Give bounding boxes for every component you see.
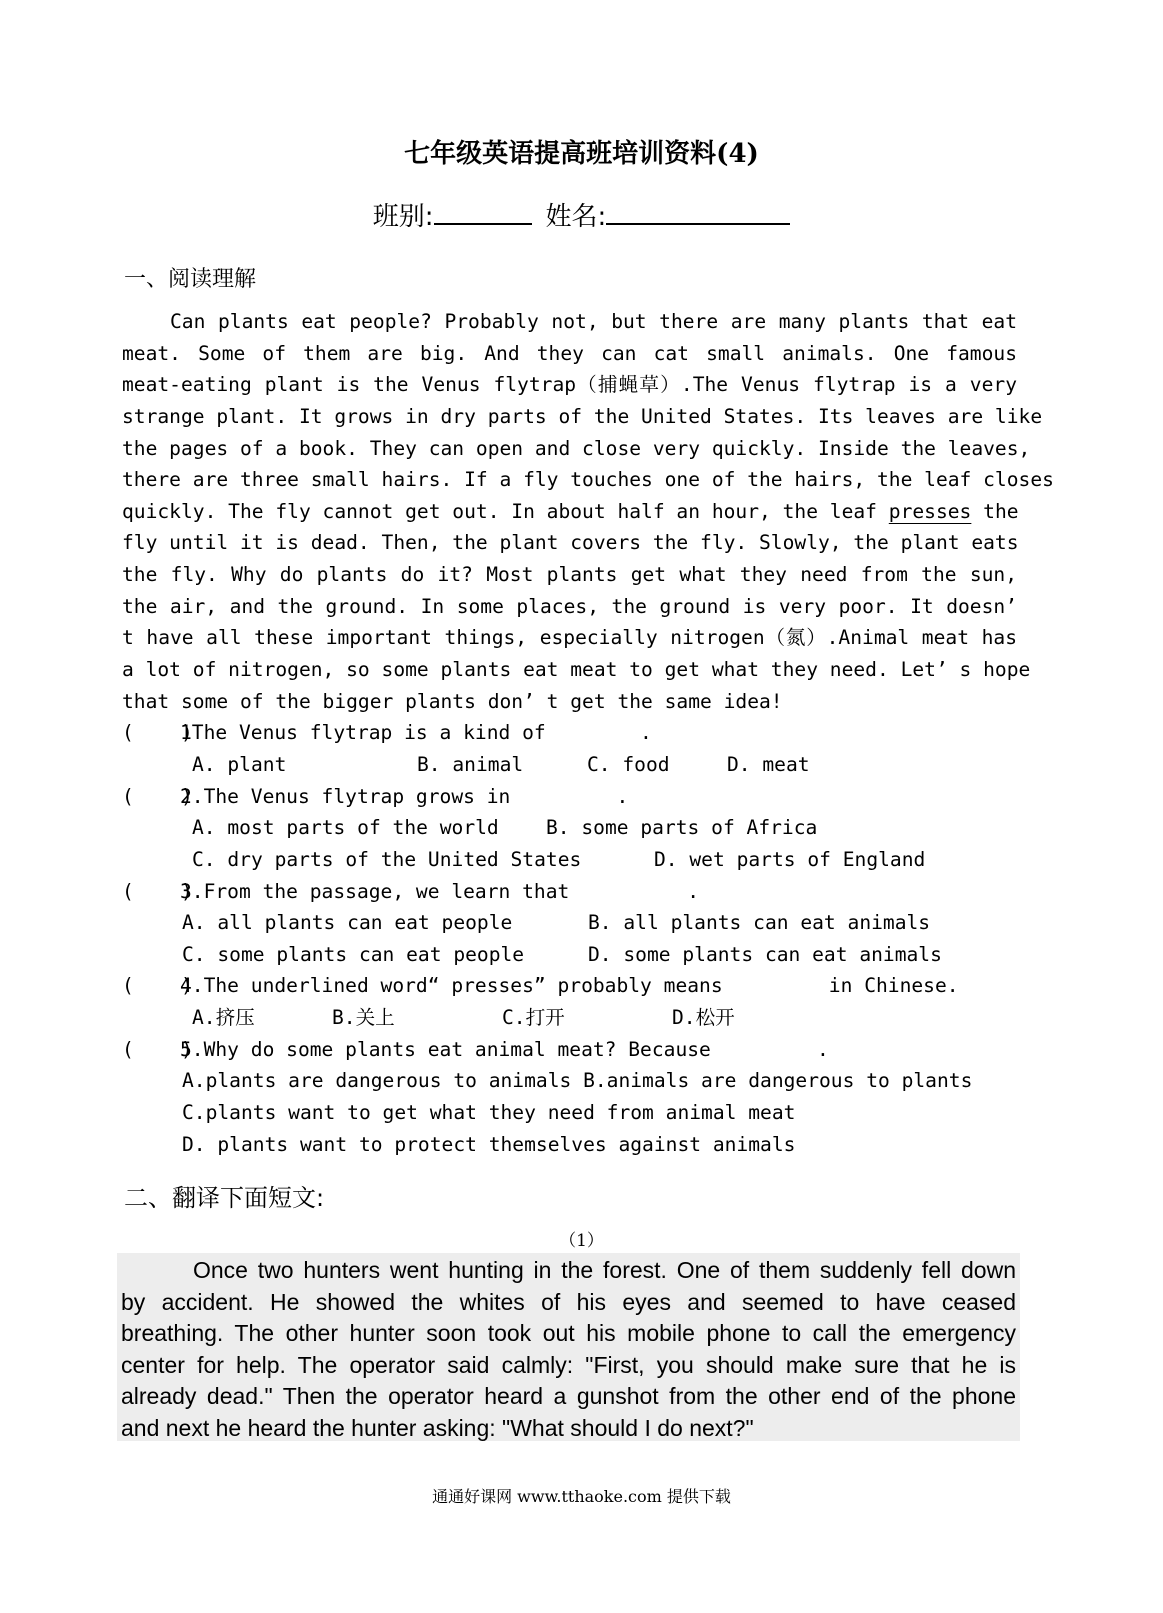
page-title: 七年级英语提高班培训资料(4) — [404, 139, 759, 169]
question-5-option: A.plants are dangerous to animals B.animals are dangerous to plants — [182, 1069, 973, 1093]
question-stem: 4.The underlined word“ presses” probably means in Chinese. — [180, 974, 959, 998]
question-1 — [122, 717, 1017, 749]
question-1-options — [122, 749, 1017, 781]
section-heading-reading: 一、阅读理解 — [124, 267, 257, 292]
option: C.打开 — [502, 1006, 565, 1030]
question-3 — [122, 876, 1017, 908]
passage-text: quickly. The fly cannot get out. In about half an hour, the leaf — [122, 499, 889, 523]
passage-line: a lot of nitrogen, so some plants eat meat to get what they need. Let’ s hope — [122, 658, 1031, 682]
passage-line: meat. Some of them are big. And they can cat small animals. One famous — [122, 341, 1017, 365]
passage-line: the air, and the ground. In some places, the ground is very poor. It doesn’ — [122, 594, 1017, 618]
answer-paren[interactable]: ( ) — [122, 974, 193, 998]
option: B. some parts of Africa — [546, 816, 818, 840]
option: A. all plants can eat people — [182, 911, 513, 935]
option: C. food — [587, 752, 670, 776]
question-stem: 3.From the passage, we learn that . — [180, 879, 700, 903]
question-5-option: D. plants want to protect themselves against animals — [182, 1132, 796, 1156]
option: B. animal — [417, 752, 524, 776]
question-2-options — [122, 844, 1017, 876]
passage-line: Can plants eat people? Probably not, but there are many plants that eat — [170, 310, 1017, 333]
name-label: 姓名: — [545, 202, 607, 232]
translation-line: and next he heard the hunter asking: "What should I do next?" — [121, 1414, 754, 1441]
underlined-word: presses — [888, 499, 972, 523]
option: B.关上 — [332, 1006, 395, 1030]
class-label: 班别: — [372, 202, 434, 232]
passage-line: meat-eating plant is the Venus flytrap（捕蝇草）.The Venus flytrap is a very — [122, 373, 1017, 397]
passage-line: strange plant. It grows in dry parts of the United States. Its leaves are like — [122, 404, 1043, 428]
option: B. all plants can eat animals — [588, 911, 931, 935]
answer-paren[interactable]: ( ) — [122, 721, 193, 745]
option: D. wet parts of England — [654, 847, 926, 871]
answer-paren[interactable]: ( ) — [122, 879, 193, 903]
translation-line: by accident. He showed the whites of his eyes and seemed to have ceased — [121, 1288, 1016, 1315]
option: D. some plants can eat animals — [588, 942, 942, 966]
option: D.松开 — [672, 1006, 735, 1030]
translation-line: breathing. The other hunter soon took out his mobile phone to call the emergency — [121, 1320, 1016, 1346]
option: D. meat — [727, 752, 810, 776]
option: A. most parts of the world — [192, 816, 499, 840]
translation-line: Once two hunters went hunting in the forest. One of them suddenly fell down — [193, 1257, 1016, 1283]
question-5 — [122, 1034, 1017, 1066]
question-2 — [122, 781, 1017, 813]
question-stem: 5.Why do some plants eat animal meat? Because . — [180, 1037, 829, 1061]
question-4 — [122, 970, 1017, 1002]
passage-line: fly until it is dead. Then, the plant covers the fly. Slowly, the plant eats — [122, 531, 1019, 555]
passage-number: （1） — [559, 1231, 604, 1251]
passage-line: the fly. Why do plants do it? Most plants get what they need from the sun, — [122, 563, 1017, 587]
translation-passage — [117, 1253, 1020, 1441]
option: C. dry parts of the United States — [192, 847, 582, 871]
option: C. some plants can eat people — [182, 942, 525, 966]
question-4-options — [122, 1002, 1017, 1034]
answer-paren[interactable]: ( ) — [122, 784, 193, 808]
option: A.挤压 — [192, 1006, 255, 1030]
question-3-options — [122, 907, 1017, 939]
passage-line: t have all these important things, especially nitrogen（氮）.Animal meat has — [122, 626, 1017, 650]
passage-line: that some of the bigger plants don’ t get the same idea! — [122, 689, 783, 713]
passage-line: there are three small hairs. If a fly touches one of the hairs, the leaf closes — [122, 468, 1054, 492]
question-stem: 2.The Venus flytrap grows in . — [180, 784, 629, 808]
question-2-options — [122, 812, 1017, 844]
option: A. plant — [192, 752, 287, 776]
student-info-line — [0, 196, 1163, 233]
question-5-option: C.plants want to get what they need from animal meat — [182, 1101, 796, 1125]
translation-line: already dead." Then the operator heard a gunshot from the other end of the phone — [121, 1383, 1016, 1409]
name-blank — [606, 201, 790, 225]
question-3-options — [122, 939, 1017, 971]
passage-text: the — [971, 499, 1019, 523]
answer-paren[interactable]: ( ) — [122, 1037, 193, 1061]
page-footer: 通通好课网 www.tthaoke.com 提供下载 — [432, 1487, 731, 1506]
class-blank — [434, 201, 532, 225]
passage-line: the pages of a book. They can open and close very quickly. Inside the leaves, — [122, 436, 1031, 460]
section-heading-translation: 二、翻译下面短文: — [124, 1184, 325, 1212]
question-stem: 1The Venus flytrap is a kind of . — [180, 721, 652, 745]
translation-line: center for help. The operator said calmly: "First, you should make sure that he is — [121, 1351, 1016, 1378]
reading-passage — [122, 306, 1054, 1160]
passage-line — [122, 496, 1017, 528]
